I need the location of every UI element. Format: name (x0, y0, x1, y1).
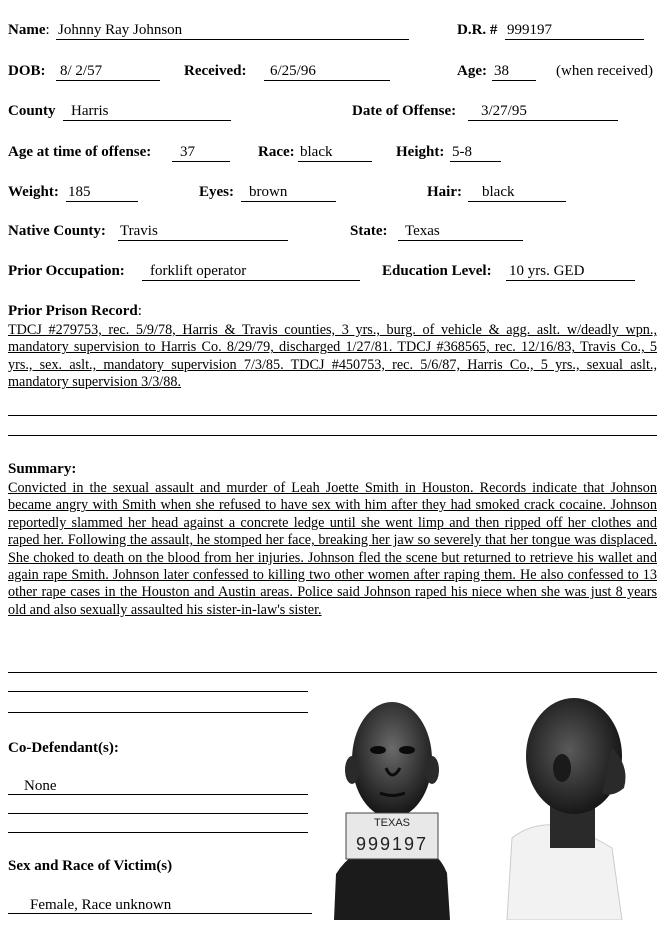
occupation-label: Prior Occupation: (8, 263, 125, 279)
education-underline (506, 280, 635, 281)
codefendants-blank-line-1 (8, 813, 308, 814)
weight-value: 185 (68, 184, 91, 200)
placard-number: 999197 (355, 834, 429, 854)
hair-underline (468, 201, 566, 202)
prior-record-colon: : (137, 303, 142, 319)
dr-underline (505, 39, 644, 40)
prior-record-label (8, 303, 142, 320)
occupation-value: forklift operator (150, 263, 247, 279)
weight-underline (66, 201, 138, 202)
offense-date-underline (468, 120, 618, 121)
eyes-underline (241, 201, 336, 202)
received-value: 6/25/96 (270, 63, 316, 79)
dob-underline (56, 80, 160, 81)
height-value: 5-8 (452, 144, 472, 160)
name-label-text: Name (8, 22, 46, 38)
hair-label: Hair: (427, 184, 462, 200)
height-underline (450, 161, 501, 162)
prior-record-text: TDCJ #279753, rec. 5/9/78, Harris & Travis counties, 3 yrs., burg. of vehicle & agg. aslt. w/deadly wpn., mandatory supervision to Harris Co. 8/29/79, discharged 1/27/81. TDCJ #368565, rec. 12/16/83, Travis Co., 5 yrs., sex. aslt., mandatory supervision 7/3/85. TDCJ #450753, rec. 5/6/87, Harris Co., 5 yrs., sexual aslt., mandatory supervision 3/3/88. (8, 322, 657, 391)
dob-value: 8/ 2/57 (60, 63, 103, 79)
county-value: Harris (71, 103, 109, 119)
mugshot-svg (312, 678, 663, 920)
race-underline (298, 161, 372, 162)
codefendants-underline (8, 794, 308, 795)
age-label: Age: (457, 63, 487, 79)
state-label: State: (350, 223, 388, 239)
weight-label: Weight: (8, 184, 59, 200)
education-value: 10 yrs. GED (509, 263, 585, 279)
codefendants-value: None (24, 778, 57, 794)
race-label: Race: (258, 144, 295, 160)
victim-value: Female, Race unknown (30, 897, 172, 913)
mugshot-photos (312, 678, 663, 920)
name-value: Johnny Ray Johnson (58, 22, 183, 38)
county-underline (63, 120, 231, 121)
placard-state: TEXAS (373, 817, 411, 829)
education-label: Education Level: (382, 263, 492, 279)
summary-label: Summary: (8, 461, 77, 477)
summary-text: Convicted in the sexual assault and murder of Leah Joette Smith in Houston. Records indicate that Johnson became angry with Smith when she refused to have sex with him after they had smoked crack cocaine. Johnson reportedly slammed her head against a concrete ledge until she went limp and then ripped off her clothes and raped her. Following the assault, he stomped her face, breaking her jaw so severely that her tongue was displaced. She choked to death on the blood from her injuries. Johnson fled the scene but returned to retrieve his wallet and again rape Smith. Johnson later confessed to killing two other women after raping them. He also confessed to 13 other rape cases in the Houston and Austin areas. Police said Johnson raped his niece when she was just 8 years old and also sexually assaulted his sister-in-law's sister. (8, 480, 657, 618)
dr-label: D.R. # (457, 22, 498, 38)
age-note: (when received) (556, 63, 654, 79)
prior-record-blank-line-2 (8, 435, 657, 436)
eyes-value: brown (249, 184, 288, 200)
age-offense-value: 37 (180, 144, 195, 160)
received-underline (264, 80, 390, 81)
victim-label: Sex and Race of Victim(s) (8, 858, 173, 874)
native-county-label: Native County: (8, 223, 106, 239)
offense-date-label: Date of Offense: (352, 103, 457, 119)
eyes-label: Eyes: (199, 184, 234, 200)
name-underline (56, 39, 409, 40)
county-label: County (8, 103, 56, 119)
summary-blank-line-3 (8, 712, 308, 713)
hair-value: black (482, 184, 515, 200)
native-county-value: Travis (120, 223, 158, 239)
codefendants-blank-line-2 (8, 832, 308, 833)
summary-blank-line-1 (8, 672, 657, 673)
summary-blank-line-2 (8, 691, 308, 692)
age-value: 38 (494, 63, 509, 79)
prior-record-label-text: Prior Prison Record (8, 303, 138, 319)
dr-value: 999197 (507, 22, 552, 38)
native-county-underline (118, 240, 288, 241)
age-underline (492, 80, 536, 81)
offense-date-value: 3/27/95 (481, 103, 527, 119)
age-offense-label: Age at time of offense: (8, 144, 152, 160)
state-underline (398, 240, 523, 241)
received-label: Received: (184, 63, 247, 79)
name-label-colon: : (45, 22, 50, 38)
race-value: black (300, 144, 333, 160)
occupation-underline (142, 280, 360, 281)
dob-label: DOB: (8, 63, 46, 79)
height-label: Height: (396, 144, 445, 160)
prior-record-blank-line-1 (8, 415, 657, 416)
codefendants-label: Co-Defendant(s): (8, 740, 119, 756)
name-label (8, 22, 50, 39)
age-offense-underline (172, 161, 230, 162)
state-value: Texas (405, 223, 440, 239)
